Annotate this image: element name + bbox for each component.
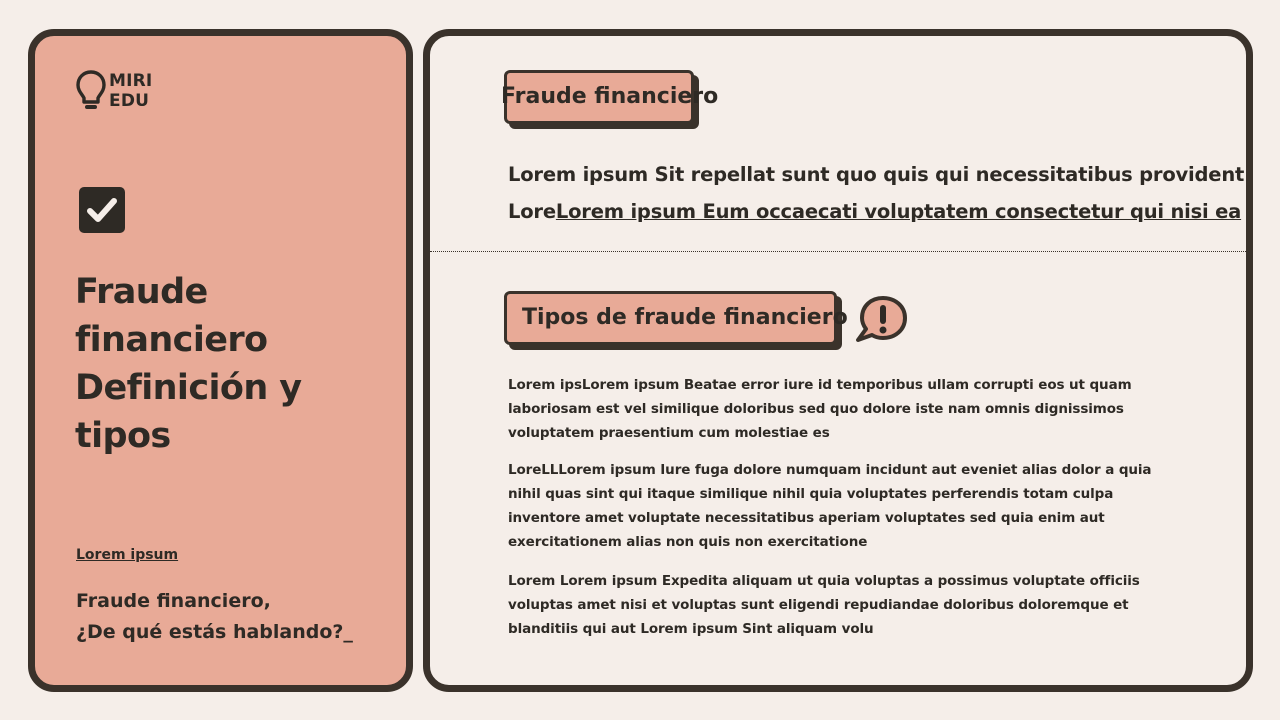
- paragraph-2: LoreLLLorem ipsum Iure fuga dolore numquam incidunt aut eveniet alias dolor a quia nihil quas sint qui itaque similique nihil quia voluptates perferendis totam culpa inventore amet voluptate necessitatibus aperiam voluptates sed quia enim aut exercitationem alias non quis non exercitatione: [508, 462, 1152, 550]
- brand-logo[interactable]: [75, 69, 152, 113]
- lorem-link[interactable]: Lorem ipsum: [76, 547, 179, 563]
- page-title: [75, 268, 406, 460]
- section-tag-tipos: Tipos de fraude financiero: [504, 291, 837, 345]
- checkbox-icon: [79, 187, 125, 233]
- lightbulb-icon: [75, 69, 107, 113]
- lead-line2-prefix: Lore: [508, 200, 556, 223]
- exclamation-bubble-icon: [850, 292, 912, 348]
- lead-text: [508, 156, 1245, 230]
- section-tag-fraude: Fraude financiero: [504, 70, 694, 124]
- title-line1: Fraude financiero: [75, 272, 268, 360]
- brand-line2: EDU: [109, 91, 150, 111]
- divider: [430, 251, 1246, 252]
- title-line2: Definición y tipos: [75, 368, 302, 456]
- paragraph-3: Lorem Lorem ipsum Expedita aliquam ut quia voluptas a possimus voluptate officiis voluptas amet nisi et voluptas sunt eligendi repudiandae doloribus doloremque et blanditiis qui aut Lorem ipsum Sint aliquam volu: [508, 573, 1140, 637]
- lead-link[interactable]: Lorem ipsum Eum occaecati voluptatem consectetur qui nisi ea: [555, 200, 1242, 223]
- lead-line1: Lorem ipsum Sit repellat sunt quo quis qui necessitatibus provident: [508, 163, 1245, 186]
- brand-name: [109, 71, 152, 111]
- subtitle-question: [76, 586, 353, 648]
- paragraph-1: Lorem ipsLorem ipsum Beatae error iure id temporibus ullam corrupti eos ut quam laboriosam est vel similique doloribus sed quo dolore iste nam omnis dignissimos voluptatem praesentium cum molestiae es: [508, 377, 1132, 441]
- brand-line1: MIRI: [109, 71, 153, 91]
- lead-line2: [508, 193, 1242, 230]
- right-panel: [423, 29, 1253, 692]
- question-line2: ¿De qué estás hablando?_: [76, 621, 353, 643]
- question-line1: Fraude financiero,: [76, 590, 271, 612]
- left-panel: [28, 29, 413, 692]
